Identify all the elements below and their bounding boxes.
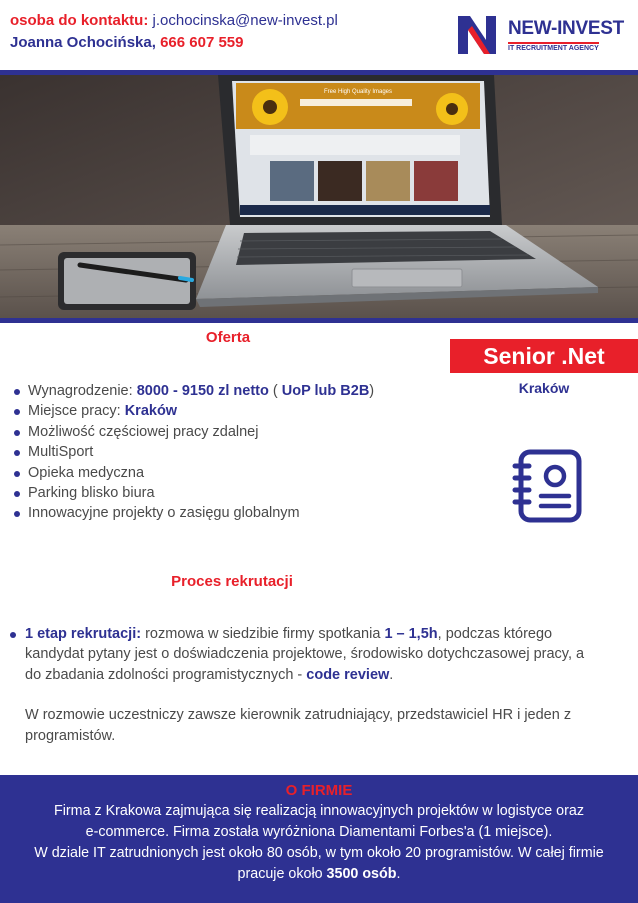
logo-mark-icon xyxy=(456,14,506,56)
job-title-badge: Senior .Net xyxy=(450,339,638,373)
about-text: . xyxy=(396,866,401,882)
company-logo xyxy=(456,14,624,56)
salary-value: 8000 - 9150 zl netto xyxy=(136,383,269,399)
stage-duration: 1 – 1,5h xyxy=(384,626,438,642)
offer-item-multisport: MultiSport xyxy=(12,442,374,462)
hero-photo xyxy=(0,75,638,319)
contact-name: Joanna Ochocińska xyxy=(10,34,152,51)
offer-title: Oferta xyxy=(205,329,251,346)
contract-type: UoP lub B2B xyxy=(281,383,370,399)
contact-block xyxy=(10,10,338,54)
process-stage-1 xyxy=(8,624,598,685)
process-block xyxy=(8,624,598,746)
contact-label: osoba do kontaktu: xyxy=(10,12,149,29)
stage-label: 1 etap rekrutacji: xyxy=(25,626,142,642)
offer-list xyxy=(12,381,374,524)
photo-divider xyxy=(0,318,638,323)
about-title: O FIRMIE xyxy=(285,782,353,799)
stage-text: . xyxy=(389,666,394,683)
logo-subtitle: IT RECRUITMENT AGENCY xyxy=(508,42,599,52)
contact-separator: , xyxy=(151,34,156,51)
employee-count: 3500 osób xyxy=(326,866,397,882)
about-line-2: e-commerce. Firma została wyróżniona Diamentami Forbes'a (1 miejsce). xyxy=(85,824,553,840)
about-text: pracuje około xyxy=(237,866,327,882)
offer-item-text: ( xyxy=(268,383,282,399)
logo-name: NEW-INVEST xyxy=(508,18,624,39)
stage-text: rozmowa w siedzibie firmy spotkania xyxy=(141,626,385,642)
stage-text: , podczas którego kandydat pytany jest o doświadczenia projektowe, środowisko dotychczasowej pracy, a do zbadania zdolności programistycznych - xyxy=(25,626,585,683)
offer-item-location xyxy=(12,401,374,421)
contact-email-link[interactable]: j.ochocinska@new-invest.pl xyxy=(152,12,338,29)
about-line-4 xyxy=(0,864,638,885)
offer-item-remote: Możliwość częściowej pracy zdalnej xyxy=(12,422,374,442)
process-title: Proces rekrutacji xyxy=(171,573,293,590)
laptop-photo-illustration xyxy=(0,75,638,319)
process-participants: W rozmowie uczestniczy zawsze kierownik zatrudniający, przedstawiciel HR i jeden z programistów. xyxy=(25,707,572,744)
contact-line-2 xyxy=(10,32,338,54)
about-line-3: W dziale IT zatrudnionych jest około 80 osób, w tym około 20 programistów. W całej firmie xyxy=(34,845,604,861)
offer-item-text: ) xyxy=(369,383,375,399)
offer-item-parking: Parking blisko biura xyxy=(12,483,374,503)
offer-item-projects: Innowacyjne projekty o zasięgu globalnym xyxy=(12,503,374,523)
offer-item-medical: Opieka medyczna xyxy=(12,463,374,483)
notebook-icon xyxy=(511,448,585,524)
about-section xyxy=(0,775,638,903)
location-value: Kraków xyxy=(124,403,178,420)
job-city: Kraków xyxy=(518,380,570,396)
about-line-1: Firma z Krakowa zajmująca się realizacją innowacyjnych projektów w logistyce oraz xyxy=(54,803,584,819)
code-review-label: code review xyxy=(306,666,390,683)
offer-item-salary xyxy=(12,381,374,401)
contact-line-1 xyxy=(10,10,338,32)
screen-heading: Free High Quality Images xyxy=(323,89,393,95)
offer-item-label: Miejsce pracy: xyxy=(28,403,125,420)
contact-phone[interactable]: 666 607 559 xyxy=(160,34,244,51)
offer-item-label: Wynagrodzenie: xyxy=(28,383,137,399)
